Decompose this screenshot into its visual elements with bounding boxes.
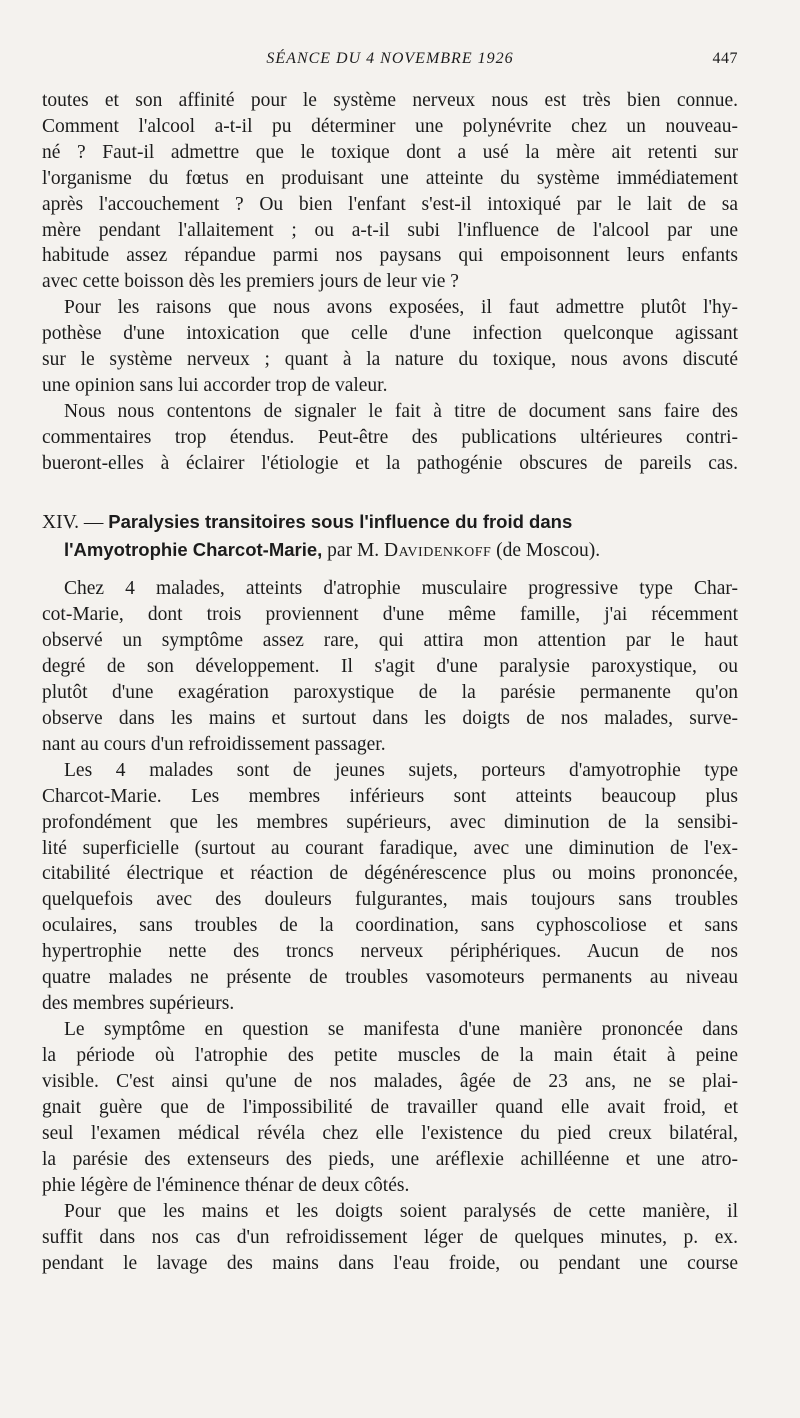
text-line: plutôt d'une exagération paroxystique de la parésie permanente qu'on (42, 681, 738, 703)
text-line: Pour que les mains et les doigts soient paralysés de cette manière, il (64, 1200, 738, 1222)
text-line: cot-Marie, dont trois proviennent d'une même famille, j'ai récemment (42, 603, 738, 625)
text-line: bueront-elles à éclairer l'étiologie et la pathogénie obscures de pareils cas. (42, 452, 738, 474)
text-line: Comment l'alcool a-t-il pu déterminer une polynévrite chez un nouveau- (42, 115, 738, 137)
text-line: nant au cours d'un refroidissement passager. (42, 733, 386, 755)
running-head (42, 50, 738, 74)
paragraph-6 (42, 1017, 738, 1199)
text-line: sur le système nerveux ; quant à la nature du toxique, nous avons discuté (42, 349, 738, 371)
text-line: gnait guère que de l'impossibilité de travailler quand elle avait froid, et (42, 1097, 738, 1119)
text-line: la période où l'atrophie des petite muscles de la main était à peine (42, 1045, 738, 1067)
paragraph-3 (42, 399, 738, 477)
text-line: Nous nous contentons de signaler le fait à titre de document sans faire des (64, 400, 738, 422)
section-affiliation: (de Moscou). (496, 540, 601, 561)
paragraph-4 (42, 576, 738, 758)
text-line: après l'accouchement ? Ou bien l'enfant s'est-il intoxiqué par le lait de sa (42, 193, 738, 215)
section-title-1: Paralysies transitoires sous l'influence du froid dans (108, 511, 573, 532)
text-line: phie légère de l'éminence thénar de deux côtés. (42, 1174, 410, 1196)
section-heading-line-2 (42, 536, 738, 564)
section-number: XIV. — (42, 512, 104, 533)
text-line: l'organisme du fœtus en produisant une atteinte du système immédiatement (42, 167, 738, 189)
text-line: citabilité électrique et réaction de dégénérescence plus ou moins prononcée, (42, 863, 738, 885)
paragraph-5 (42, 758, 738, 1018)
running-title: SÉANCE DU 4 NOVEMBRE 1926 (266, 50, 514, 67)
text-line: Chez 4 malades, atteints d'atrophie musculaire progressive type Char- (64, 578, 738, 599)
text-line: une opinion sans lui accorder trop de valeur. (42, 374, 388, 396)
text-line: observé un symptôme assez rare, qui attira mon attention par le haut (42, 629, 738, 651)
paragraph-2 (42, 295, 738, 399)
section-heading-line-1 (42, 508, 738, 536)
text-line: commentaires trop étendus. Peut-être des publications ultérieures contri- (42, 426, 738, 448)
text-line: hypertrophie nette des troncs nerveux périphériques. Aucun de nos (42, 941, 738, 963)
page-number: 447 (712, 50, 738, 67)
text-line: la parésie des extenseurs des pieds, une aréflexie achilléenne et une atro- (42, 1148, 738, 1170)
text-line: profondément que les membres supérieurs, avec diminution de la sensibi- (42, 811, 738, 833)
text-line: observe dans les mains et surtout dans les doigts de nos malades, surve- (42, 707, 738, 729)
text-line: quelquefois avec des douleurs fulgurantes, mais toujours sans troubles (42, 889, 738, 911)
text-line: quatre malades ne présente de troubles vasomoteurs permanents au niveau (42, 967, 738, 989)
section-title-2: l'Amyotrophie Charcot-Marie, (64, 539, 323, 560)
paragraph-1 (42, 88, 738, 295)
text-line: mère pendant l'allaitement ; ou a-t-il subi l'influence de l'alcool par une (42, 219, 738, 241)
text-line: toutes et son affinité pour le système nerveux nous est très bien connue. (42, 90, 738, 111)
text-line: visible. C'est ainsi qu'une de nos malades, âgée de 23 ans, ne se plai- (42, 1071, 738, 1093)
text-line: lité superficielle (surtout au courant faradique, avec une diminution de l'ex- (42, 837, 738, 859)
text-line: avec cette boisson dès les premiers jours de leur vie ? (42, 271, 459, 293)
text-line: suffit dans nos cas d'un refroidissement léger de quelques minutes, p. ex. (42, 1226, 738, 1248)
section-heading (42, 508, 738, 564)
section-by: par M. (327, 540, 380, 561)
text-line: oculaires, sans troubles de la coordination, sans cyphoscoliose et sans (42, 915, 738, 937)
paragraph-7 (42, 1199, 738, 1277)
text-line: habitude assez répandue parmi nos paysans qui empoisonnent leurs enfants (42, 245, 738, 267)
text-line: Charcot-Marie. Les membres inférieurs sont atteints beaucoup plus (42, 785, 738, 807)
text-line: seul l'examen médical révéla chez elle l'existence du pied creux bilatéral, (42, 1123, 738, 1145)
text-line: né ? Faut-il admettre que le toxique dont a usé la mère ait retenti sur (42, 141, 738, 163)
text-line: Le symptôme en question se manifesta d'une manière prononcée dans (64, 1019, 738, 1041)
text-line: Les 4 malades sont de jeunes sujets, porteurs d'amyotrophie type (64, 759, 738, 781)
body-top (42, 88, 738, 477)
text-line: degré de son développement. Il s'agit d'une paralysie paroxystique, ou (42, 655, 738, 677)
body-bottom (42, 576, 738, 1277)
text-line: pothèse d'une intoxication que celle d'une infection quelconque agissant (42, 323, 738, 345)
text-line: Pour les raisons que nous avons exposées, il faut admettre plutôt l'hy- (64, 297, 738, 319)
section-author: Davidenkoff (384, 540, 492, 561)
text-line: des membres supérieurs. (42, 993, 235, 1015)
text-line: pendant le lavage des mains dans l'eau froide, ou pendant une course (42, 1252, 738, 1274)
